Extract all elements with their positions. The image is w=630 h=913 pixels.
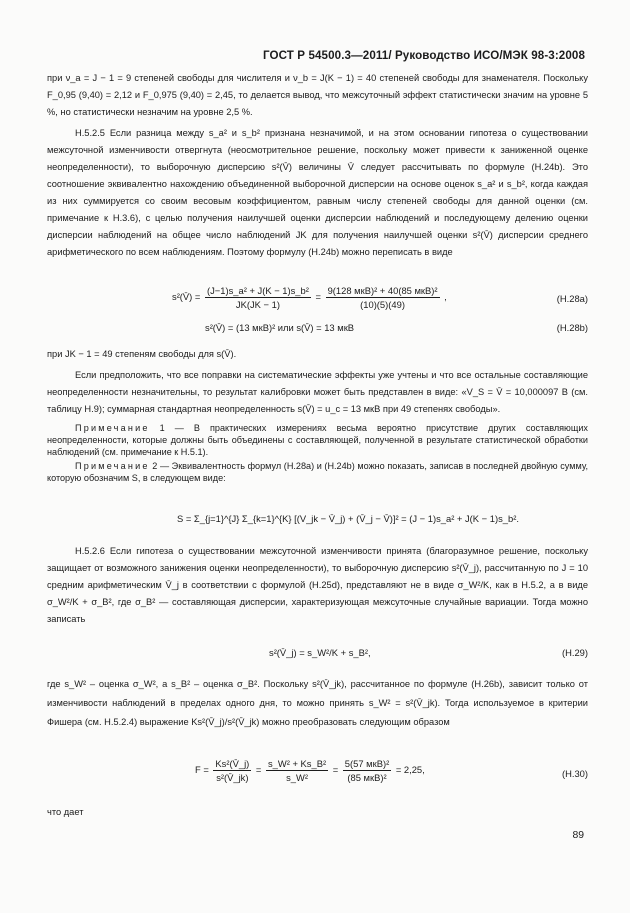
fraction-1 (205, 285, 311, 310)
text-block-fisher (47, 675, 588, 732)
equation-h29-body: s²(V̄_j) = s_W²/K + s_B², (269, 647, 371, 658)
text-block-middle (47, 346, 588, 484)
page-number: 89 (572, 830, 584, 841)
equation-tail: , (444, 290, 447, 302)
equation-h28a-body (172, 285, 447, 310)
paragraph-degrees-of-freedom: при ν_a = J − 1 = 9 степеней свободы для числителя и ν_b = J(K − 1) = 40 степеней свободы для знаменателя. Поскольку F_0,95 (9,40) = 2,12 и F_0,975 (9,40) = 2,45, то делается вывод, что межсуточный эффект статистически значим на уровне 5 %, но статистически незначим на уровне 2,5 %. (47, 73, 588, 117)
equation-number: (Н.28b) (556, 322, 588, 333)
denominator: s_W² (286, 772, 308, 783)
equals-sign: = (332, 763, 339, 775)
equation-s-body: S = Σ_{j=1}^{J} Σ_{k=1}^{K} [(V_jk − V̄_j) + (V̄_j − V̄)]² = (J − 1)s_a² + J(K − 1)s_b². (177, 513, 519, 524)
paragraph-h-5-2-5: Н.5.2.5 Если разница между s_a² и s_b² признана незначимой, и на этом основании гипотеза о существовании межсуточной изменчивости отвергнута (неосмотрительное решение, поскольку может привести к заниженной оценке неопределенности), то выборочную дисперсию s²(V̄) величины V̄ следует рассчитывать по формуле (Н.24b). Это соотношение эквивалентно нахождению объединенной выборочной дисперсии на основе оценок s_a² и s_b², когда каждая из них суммируется со своим весовым коэффициентом, равным числу степеней свободы для данной оценки (см. примечание к Н.3.6), с целью получения наилучшей оценки дисперсии наблюдений и последующему делению оценки дисперсии наблюдений на общее число наблюдений JK для получения наилучшей оценки s²(V̄) дисперсии среднего арифметического по всем наблюдениям. Поэтому формулу (Н.24b) можно переписать в виде (47, 128, 588, 257)
paragraph-h-5-2-6: Н.5.2.6 Если гипотеза о существовании межсуточной изменчивости принята (благоразумное решение, поскольку защищает от возможного занижения оценки неопределенности), то выборочную дисперсию s²(V̄_j), рассчитанную по J = 10 средним арифметическим V̄_j в соответствии с формулой (Н.25d), представляют не в виде σ_W²/K, как в Н.5.2, а в виде σ_W²/K + σ_B², где σ_B² — составляющая дисперсии, характеризующая межсуточные случайные вариации. Тогда можно записать (47, 546, 588, 624)
denominator: JK(JK − 1) (235, 299, 280, 310)
equation-double-sum (47, 513, 588, 533)
equation-h30-body (195, 758, 425, 783)
equation-h28b-body: s²(V̄) = (13 мкВ)² или s(V̄) = 13 мкВ (205, 322, 355, 333)
note-2 (47, 460, 588, 484)
fraction-2 (326, 285, 440, 310)
equation-h29 (47, 647, 588, 663)
fraction-2 (266, 758, 328, 783)
paragraph-fisher-criterion: где s_W² – оценка σ_W², а s_B² – оценка σ_B². Поскольку s²(V̄_jk), рассчитанное по формуле (Н.26b), зависит только от изменчивости наблюдений в пределах одного дня, то можно принять s_W² = s²(V̄_jk). Тогда используемое в критерии Фишера (см. Н.5.2.4) выражение Ks²(V̄_j)/s²(V̄_jk) можно преобразовать следующим образом (47, 679, 588, 727)
numerator: (J−1)s_a² + J(K − 1)s_b² (207, 285, 309, 296)
equation-number: (Н.28a) (556, 293, 588, 304)
equation-h28b (47, 322, 588, 338)
numerator: 9(128 мкВ)² + 40(85 мкВ)² (327, 285, 438, 296)
note-text: 1 — В практических измерениях весьма вероятно присутствие других составляющих неопределенности, которые должны быть объединены с составляющей, полученной в результате статистической обработки наблюдений (см. примечание к Н.5.1). (47, 423, 588, 457)
equation-lhs: F = (195, 763, 209, 775)
text-block-h-5-2-6 (47, 543, 588, 628)
denominator: s²(V̄_jk) (216, 772, 249, 783)
running-header: ГОСТ Р 54500.3—2011/ Руководство ИСО/МЭК 98-3:2008 (262, 49, 585, 62)
denominator: (10)(5)(49) (360, 299, 405, 310)
note-label: Примечание (75, 423, 150, 433)
equation-tail: = 2,25, (395, 763, 425, 775)
equation-number: (Н.29) (561, 647, 588, 658)
paragraph-what-gives: что дает (47, 807, 84, 817)
equals-sign: = (255, 763, 262, 775)
equation-h28a (47, 285, 588, 315)
note-1 (47, 422, 588, 458)
text-block-top (47, 70, 588, 261)
equation-lhs: s²(V̄) = (172, 290, 201, 302)
fraction-1 (213, 758, 251, 783)
numerator: 5(57 мкВ)² (344, 758, 390, 769)
numerator: s_W² + Ks_B² (267, 758, 327, 769)
paragraph-calibration-result: Если предположить, что все поправки на систематические эффекты уже учтены и что все остальные составляющие неопределенности незначительны, то результат калибровки может быть представлен в виде: «V_S = V̄ = 10,000097 В (см. таблицу Н.9); суммарная стандартная неопределенность s(V̄) = u_c = 13 мкВ при 49 степенях свободы». (47, 370, 588, 414)
equation-number: (Н.30) (561, 768, 588, 779)
note-label: Примечание (75, 461, 150, 471)
note-text: 2 — Эквивалентность формул (Н.28a) и (Н.24b) можно показать, записав в последней двойную сумму, которую обозначим S, в следующем виде: (47, 461, 588, 483)
equation-h30 (47, 758, 588, 792)
fraction-3 (343, 758, 391, 783)
paragraph-jk-degrees: при JK − 1 = 49 степеням свободы для s(V̄). (47, 349, 237, 359)
denominator: (85 мкВ)² (347, 772, 387, 783)
numerator: Ks²(V̄_j) (215, 758, 250, 769)
equals-sign: = (315, 290, 321, 302)
